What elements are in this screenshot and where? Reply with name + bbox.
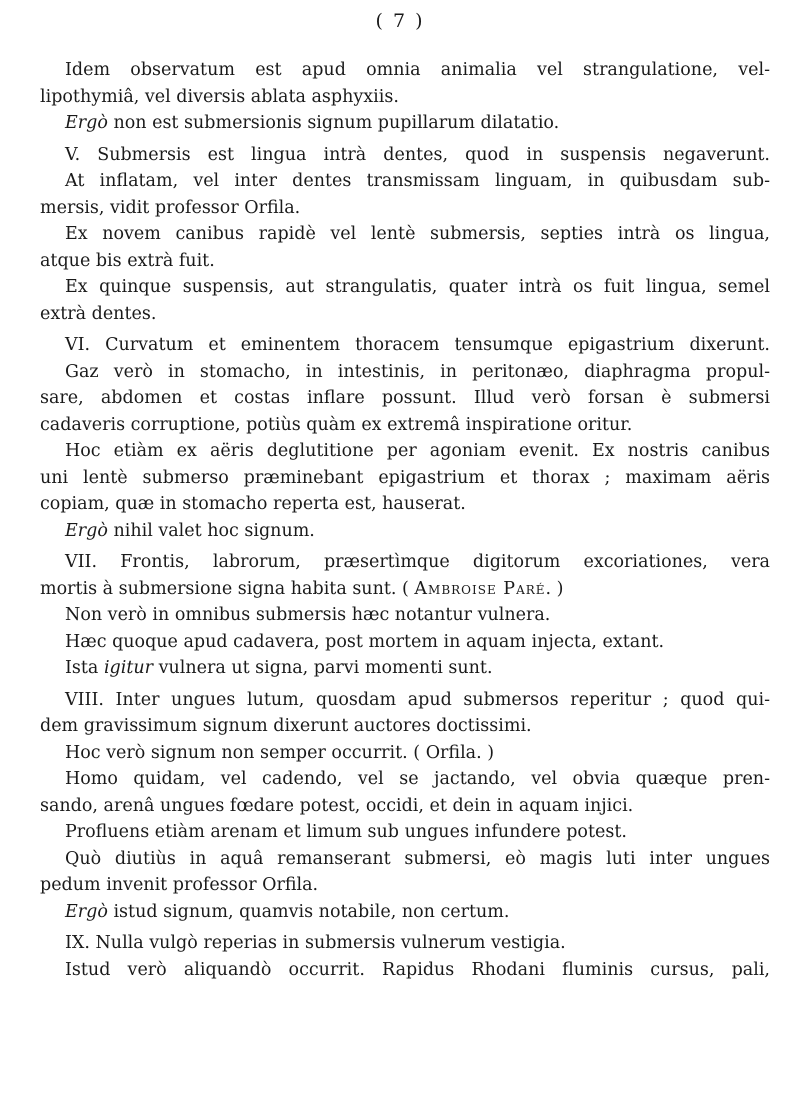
line-text: mersis, vidit professor Orfila. — [40, 197, 301, 218]
line-text: istud signum, quamvis notabile, non certum. — [107, 901, 510, 922]
line-text: extrà dentes. — [40, 303, 157, 324]
text-line — [40, 84, 770, 111]
italic-word: Ergò — [65, 520, 108, 541]
line-text: vulnera ut signa, parvi momenti sunt. — [153, 658, 493, 678]
line-text: Hoc verò signum non semper occurrit. ( Orfila. ) — [65, 742, 495, 763]
section-vi-heading-line — [40, 332, 770, 359]
line-text: Hæc quoque apud cadavera, post mortem in aquam injecta, extant. — [65, 631, 665, 652]
line-text: At inflatam, vel inter dentes transmissam linguam, in quibusdam sub- — [65, 171, 770, 191]
text-line — [40, 301, 770, 328]
text-line — [40, 846, 770, 873]
section-ix-heading-line — [40, 930, 770, 957]
text-line — [40, 713, 770, 740]
author-name: Ambroise Paré — [414, 578, 546, 599]
line-text: copiam, quæ in stomacho reperta est, hauserat. — [40, 494, 466, 514]
line-text: Quò diutiùs in aquâ remanserant submersi, eò magis luti inter ungues — [65, 848, 770, 869]
line-text: non est submersionis signum pupillarum dilatatio. — [107, 113, 560, 133]
text-line — [40, 576, 770, 603]
text-line — [40, 629, 770, 656]
text-line — [40, 872, 770, 899]
text-line — [40, 819, 770, 846]
text-line — [40, 518, 770, 545]
text-line — [40, 412, 770, 439]
body-text — [40, 57, 770, 983]
line-text: Ex novem canibus rapidè vel lentè submersis, septies intrà os lingua, — [65, 224, 770, 244]
line-text: Homo quidam, vel cadendo, vel se jactando, vel obvia quæque pren- — [65, 769, 770, 789]
line-text: nihil valet hoc signum. — [107, 520, 315, 541]
line-text: Ista — [65, 658, 104, 678]
line-text: Istud verò aliquandò occurrit. Rapidus Rhodani fluminis cursus, pali, — [65, 959, 770, 980]
line-text: Profluens etiàm arenam et limum sub ungues infundere potest. — [65, 822, 627, 842]
italic-word: Ergò — [65, 113, 108, 133]
line-text: cadaveris corruptione, potiùs quàm ex extremâ inspiratione oritur. — [40, 414, 633, 435]
line-text: VI. Curvatum et eminentem thoracem tensumque epigastrium dixerunt. — [65, 335, 770, 355]
section-vii-heading-line — [40, 549, 770, 576]
line-text: lipothymiâ, vel diversis ablata asphyxiis. — [40, 86, 399, 107]
italic-word: Ergò — [65, 901, 108, 922]
text-line — [40, 57, 770, 84]
line-text: VIII. Inter ungues lutum, quosdam apud submersos reperitur ; quod qui- — [65, 689, 770, 710]
text-line — [40, 740, 770, 767]
line-text: IX. Nulla vulgò reperias in submersis vulnerum vestigia. — [65, 933, 566, 953]
line-text: sando, arenâ ungues fœdare potest, occidi, et dein in aquam injici. — [40, 795, 634, 816]
line-text: mortis à submersione signa habita sunt. ( — [40, 578, 415, 599]
line-text: Hoc etiàm ex aëris deglutitione per agoniam evenit. Ex nostris canibus — [65, 441, 770, 461]
page-number: ( 7 ) — [375, 10, 425, 32]
text-line — [40, 602, 770, 629]
line-text: V. Submersis est lingua intrà dentes, quod in suspensis negaverunt. — [65, 144, 770, 165]
text-line — [40, 168, 770, 195]
text-line — [40, 793, 770, 820]
text-line — [40, 766, 770, 793]
text-line — [40, 195, 770, 222]
text-line — [40, 221, 770, 248]
line-text: uni lentè submerso præminebant epigastrium et thorax ; maximam aëris — [40, 467, 770, 488]
text-line — [40, 359, 770, 386]
text-line — [40, 385, 770, 412]
line-text: atque bis extrà fuit. — [40, 250, 215, 271]
section-viii-heading-line — [40, 687, 770, 714]
line-text: VII. Frontis, labrorum, præsertìmque digitorum excoriationes, vera — [65, 552, 770, 572]
text-line — [40, 655, 770, 682]
text-line — [40, 438, 770, 465]
text-line — [40, 110, 770, 137]
text-line — [40, 899, 770, 926]
text-line — [40, 465, 770, 492]
line-text: Gaz verò in stomacho, in intestinis, in peritonæo, diaphragma propul- — [65, 361, 770, 382]
text-line — [40, 957, 770, 984]
line-text: dem gravissimum signum dixerunt auctores doctissimi. — [40, 716, 532, 736]
line-text: sare, abdomen et costas inflare possunt. Illud verò forsan è submersi — [40, 388, 770, 408]
line-text: . ) — [545, 578, 564, 599]
text-line — [40, 274, 770, 301]
text-line — [40, 491, 770, 518]
section-v-heading-line — [40, 142, 770, 169]
line-text: Ex quinque suspensis, aut strangulatis, quater intrà os fuit lingua, semel — [65, 277, 770, 297]
line-text: Idem observatum est apud omnia animalia vel strangulatione, vel- — [65, 60, 770, 80]
text-line — [40, 248, 770, 275]
line-text: Non verò in omnibus submersis hæc notantur vulnera. — [65, 605, 551, 625]
italic-word: igitur — [103, 658, 154, 678]
line-text: pedum invenit professor Orfila. — [40, 875, 319, 895]
